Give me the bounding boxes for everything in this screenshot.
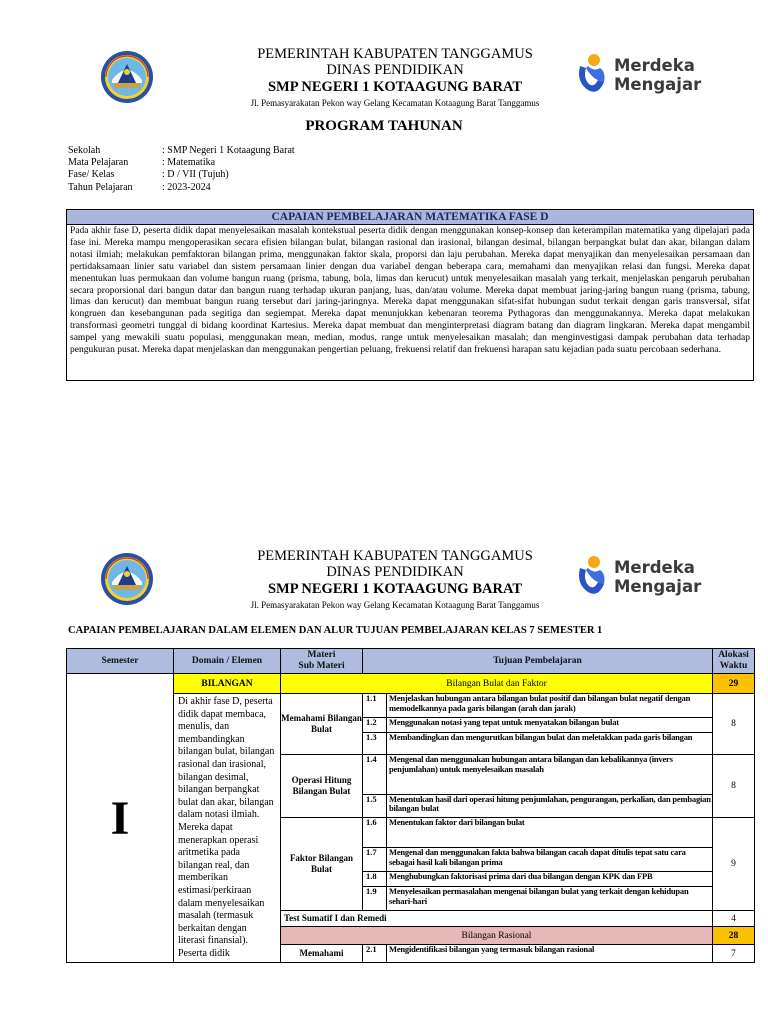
tut-wuri-handayani-emblem-icon xyxy=(100,50,154,104)
learning-objectives-table xyxy=(66,648,755,963)
info-label-year: Tahun Pelajaran xyxy=(68,181,133,193)
objective-code: 1.8 xyxy=(363,872,387,887)
letterhead-top xyxy=(0,44,768,106)
test-row-label: Test Sumatif I dan Remedi xyxy=(281,911,713,927)
info-value-subject: : Matematika xyxy=(162,157,216,169)
objective-code: 1.1 xyxy=(363,694,387,718)
objective-text: Mengidentifikasi bilangan yang termasuk bilangan rasional xyxy=(387,945,713,963)
learning-outcome-text: Pada akhir fase D, peserta didik dapat menyelesaikan masalah kontekstual peserta didik dengan menggunakan konsep-konsep dan keterampilan matematika yang dipelajari pada fase ini. Mereka mampu mengoperasikan secara efisien bilangan bulat, bilangan rasional dan irasional, bilangan desimal, bilangan berpangkat bulat dan akar, bilangan dalam notasi ilmiah; melakukan pemfaktoran bilangan prima, menggunakan faktor skala, proporsi dan laju perubahan. Mereka dapat menyajikan dan menyelesaikan persamaan dan pertidaksamaan linier satu variabel dan sistem persamaan linier dengan dua variabel dengan beberapa cara, memahami dan menyajikan relasi dan fungsi. Mereka dapat menentukan luas permukaan dan volume bangun ruang (prisma, tabung, bola, limas dan kerucut) untuk menyelesaikan masalah yang terkait, menjelaskan pengaruh perubahan secara proporsional dari bangun datar dan bangun ruang terhadap ukuran panjang, luas, dan/atau volume. Mereka dapat membuat jaring-jaring bangun ruang (prisma, tabung, limas dan kerucut) dan membuat bangun ruang tersebut dari jaring-jaringnya. Mereka dapat menggunakan sifat-sifat hubungan sudut terkait dengan garis transversal, sifat kongruen dan kesebangunan pada segitiga dan segiempat. Mereka dapat menunjukkan kebenaran teorema Pythagoras dan menggunakannya. Mereka dapat melakukan transformasi geometri tunggal di bidang koordinat Kartesius. Mereka dapat membuat dan menginterpretasi diagram batang dan diagram lingkaran. Mereka dapat mengambil sampel yang mewakili suatu populasi, menggunakan mean, median, modus, range untuk menyelesaikan masalah; dan menginvestigasi dampak perubahan data terhadap pengukuran pusat. Mereka dapat menjelaskan dan menggunakan pengertian peluang, frekuensi relatif dan frekuensi harapan satu kejadian pada suatu percobaan sederhana. xyxy=(70,226,750,356)
brand-line1: Merdeka xyxy=(614,558,695,577)
info-value-school: : SMP Negeri 1 Kotaagung Barat xyxy=(162,145,295,156)
submateri-3: Faktor Bilangan Bulat xyxy=(281,817,363,911)
objective-code: 1.3 xyxy=(363,733,387,755)
objective-code: 2.1 xyxy=(363,945,387,963)
tut-wuri-handayani-emblem-icon xyxy=(100,552,154,606)
objective-text: Menjelaskan hubungan antara bilangan bulat positif dan bilangan bulat negatif dengan memodelkannya pada garis bilangan (arah dan jarak) xyxy=(387,694,713,718)
header-submateri-label: Sub Materi xyxy=(298,661,345,671)
objective-code: 1.7 xyxy=(363,848,387,872)
objective-text: Menyelesaikan permasalahan mengenai bilangan bulat yang terkait dengan kehidupan sehari-hari xyxy=(387,887,713,911)
brand-line2: Mengajar xyxy=(614,577,702,596)
elements-section-title: CAPAIAN PEMBELAJARAN DALAM ELEMEN DAN ALUR TUJUAN PEMBELAJARAN KELAS 7 SEMESTER 1 xyxy=(68,625,603,636)
domain-label-cell: BILANGAN xyxy=(174,674,281,694)
info-value-phase: : D / VII (Tujuh) xyxy=(162,169,229,181)
merdeka-mengajar-logo xyxy=(574,52,704,96)
header-alokasi: Alokasi Waktu xyxy=(713,649,755,674)
letterhead-school-name: SMP NEGERI 1 KOTAAGUNG BARAT xyxy=(267,581,523,597)
header-tujuan: Tujuan Pembelajaran xyxy=(363,649,713,674)
unit1-hours: 29 xyxy=(713,674,755,694)
table-row xyxy=(67,674,755,694)
letterhead-school-name: SMP NEGERI 1 KOTAAGUNG BARAT xyxy=(267,79,523,95)
hours-group-3: 9 xyxy=(713,817,755,911)
info-value-year: : 2023-2024 xyxy=(162,181,211,193)
semester-cell xyxy=(67,674,174,963)
submateri-1: Memahami Bilangan Bulat xyxy=(281,694,363,755)
objective-text: Menentukan hasil dari operasi hitung penjumlahan, pengurangan, perkalian, dan pembagian bilangan bulat xyxy=(387,794,713,817)
objective-text: Membandingkan dan mengurutkan bilangan bulat dan meletakkan pada garis bilangan xyxy=(387,733,713,755)
objective-code: 1.5 xyxy=(363,794,387,817)
info-label-subject: Mata Pelajaran xyxy=(68,157,129,169)
domain-description: Di akhir fase D, peserta didik dapat membaca, menulis, dan membandingkan bilangan bulat, bilangan rasional dan irasional, bilangan desimal, bilangan berpangkat bulat dan akar, bilangan dalam notasi ilmiah. Mereka dapat menerapkan operasi aritmetika pada bilangan real, dan memberikan estimasi/perkiraan dalam menyelesaikan masalah (termasuk berkaitan dengan literasi finansial). Peserta didik xyxy=(174,694,281,963)
test-row-hours: 4 xyxy=(713,911,755,927)
info-label-phase: Fase/ Kelas xyxy=(68,169,115,181)
semester-value: I xyxy=(110,791,130,845)
letterhead-line2: DINAS PENDIDIKAN xyxy=(326,564,464,580)
letterhead-line1: PEMERINTAH KABUPATEN TANGGAMUS xyxy=(257,46,533,62)
objective-text: Menggunakan notasi yang tepat untuk menyatakan bilangan bulat xyxy=(387,718,713,733)
unit2-hours: 28 xyxy=(713,927,755,945)
info-label-school: Sekolah xyxy=(68,145,101,156)
header-materi-label: Materi xyxy=(307,650,336,660)
letterhead-line1: PEMERINTAH KABUPATEN TANGGAMUS xyxy=(257,548,533,564)
objective-code: 1.4 xyxy=(363,755,387,795)
unit2-title: Bilangan Rasional xyxy=(281,927,713,945)
letterhead-second xyxy=(0,546,768,608)
objective-code: 1.9 xyxy=(363,887,387,911)
hours-group-1: 8 xyxy=(713,694,755,755)
letterhead-line2: DINAS PENDIDIKAN xyxy=(326,62,464,78)
submateri-2: Operasi Hitung Bilangan Bulat xyxy=(281,755,363,818)
document-title: PROGRAM TAHUNAN xyxy=(305,118,463,134)
merdeka-mengajar-logo xyxy=(574,554,704,598)
letterhead-address: Jl. Pemasyarakatan Pekon way Gelang Kecamatan Kotaagung Barat Tanggamus xyxy=(250,600,540,610)
header-domain: Domain / Elemen xyxy=(174,649,281,674)
last-row-hours: 7 xyxy=(713,945,755,963)
brand-line2: Mengajar xyxy=(614,75,702,94)
objective-code: 1.2 xyxy=(363,718,387,733)
learning-outcome-heading: CAPAIAN PEMBELAJARAN MATEMATIKA FASE D xyxy=(67,210,753,225)
objective-code: 1.6 xyxy=(363,817,387,848)
hours-group-2: 8 xyxy=(713,755,755,818)
objective-text: Menentukan faktor dari bilangan bulat xyxy=(387,817,713,848)
objective-text: Mengenal dan menggunakan hubungan antara bilangan dan kebalikannya (invers penjumlahan) untuk menyelesaikan masalah xyxy=(387,755,713,795)
header-semester: Semester xyxy=(67,649,174,674)
letterhead-address: Jl. Pemasyarakatan Pekon way Gelang Kecamatan Kotaagung Barat Tanggamus xyxy=(250,98,540,108)
merdeka-mengajar-mark-icon xyxy=(574,52,610,96)
brand-line1: Merdeka xyxy=(614,56,695,75)
unit1-title: Bilangan Bulat dan Faktor xyxy=(281,674,713,694)
objective-text: Mengenal dan menggunakan fakta bahwa bilangan cacah dapat ditulis tepat satu cara sebagai hasil kali bilangan prima xyxy=(387,848,713,872)
table-header-row xyxy=(67,649,755,674)
objective-text: Menghubungkan faktorisasi prima dari dua bilangan dengan KPK dan FPB xyxy=(387,872,713,887)
learning-outcome-box xyxy=(66,209,754,381)
submateri-4: Memahami xyxy=(281,945,363,963)
header-materi xyxy=(281,649,363,674)
merdeka-mengajar-mark-icon xyxy=(574,554,610,598)
